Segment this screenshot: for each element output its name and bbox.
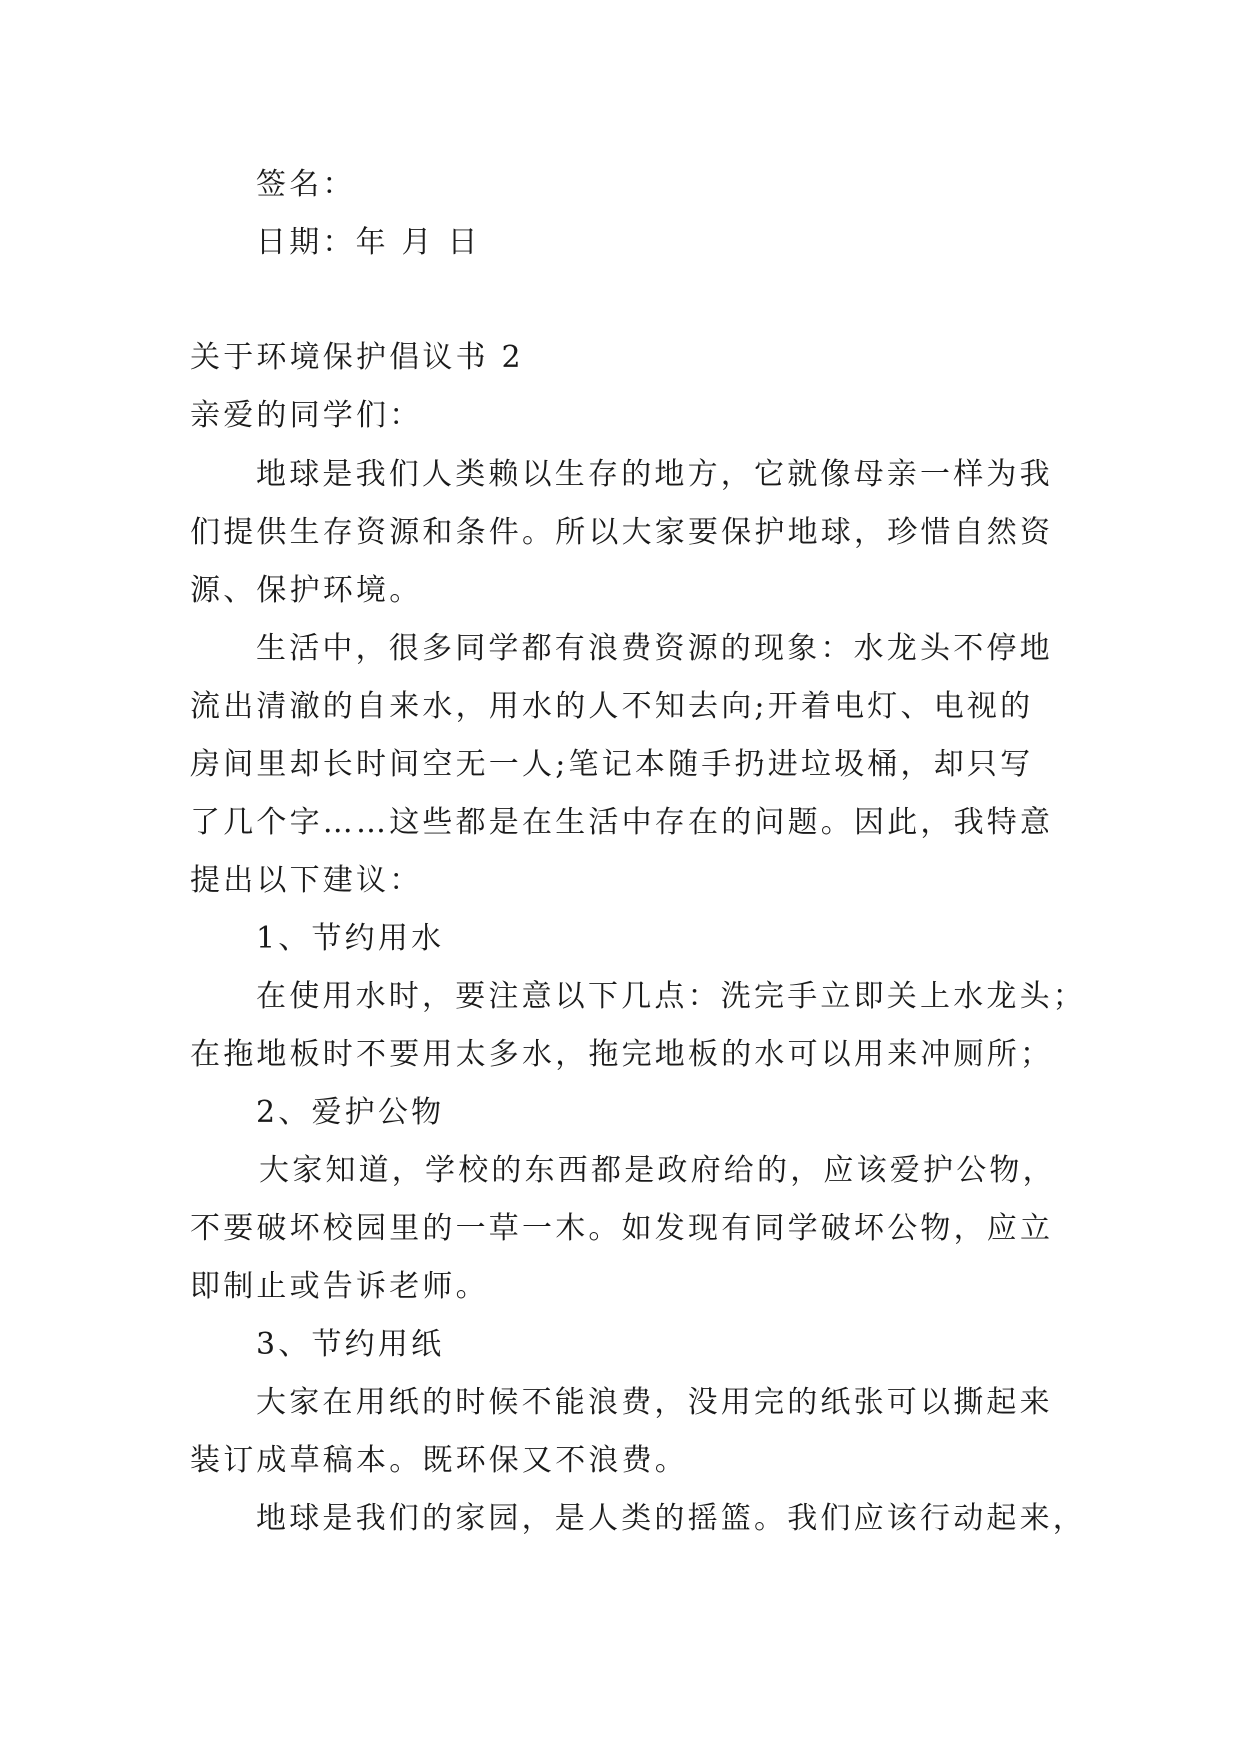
paragraph-line: 了几个字……这些都是在生活中存在的问题。因此，我特意: [190, 805, 1054, 840]
paragraph-line: 即制止或告诉老师。: [190, 1269, 489, 1304]
paragraph-line: 装订成草稿本。既环保又不浪费。: [190, 1443, 688, 1478]
paragraph-line: 流出清澈的自来水，用水的人不知去向;开着电灯、电视的: [190, 689, 1034, 724]
date-line: 日期：年 月 日: [256, 225, 481, 260]
paragraph-line: 大家在用纸的时候不能浪费，没用完的纸张可以撕起来: [256, 1385, 1053, 1420]
document-title: 关于环境保护倡议书 2: [190, 340, 524, 375]
paragraph-line: 生活中，很多同学都有浪费资源的现象：水龙头不停地: [256, 631, 1053, 666]
paragraph-line: 地球是我们人类赖以生存的地方，它就像母亲一样为我: [256, 457, 1053, 492]
paragraph-line: 提出以下建议：: [190, 863, 423, 898]
signature-label: 签名：: [256, 167, 356, 202]
paragraph-line: 大家知道，学校的东西都是政府给的，应该爱护公物，: [259, 1153, 1056, 1188]
paragraph-line: 在拖地板时不要用太多水，拖完地板的水可以用来冲厕所；: [190, 1037, 1054, 1072]
item-1-heading: 1、节约用水: [256, 921, 445, 956]
paragraph-line: 地球是我们的家园，是人类的摇篮。我们应该行动起来，: [256, 1501, 1086, 1536]
item-2-heading: 2、爱护公物: [256, 1095, 445, 1130]
paragraph-line: 不要破坏校园里的一草一木。如发现有同学破坏公物，应立: [190, 1211, 1054, 1246]
paragraph-line: 源、保护环境。: [190, 573, 423, 608]
paragraph-line: 房间里却长时间空无一人;笔记本随手扔进垃圾桶，却只写: [190, 747, 1034, 782]
item-3-heading: 3、节约用纸: [256, 1327, 445, 1362]
paragraph-line: 在使用水时，要注意以下几点：洗完手立即关上水龙头；: [256, 979, 1086, 1014]
salutation: 亲爱的同学们：: [190, 398, 423, 433]
paragraph-line: 们提供生存资源和条件。所以大家要保护地球，珍惜自然资: [190, 515, 1054, 550]
